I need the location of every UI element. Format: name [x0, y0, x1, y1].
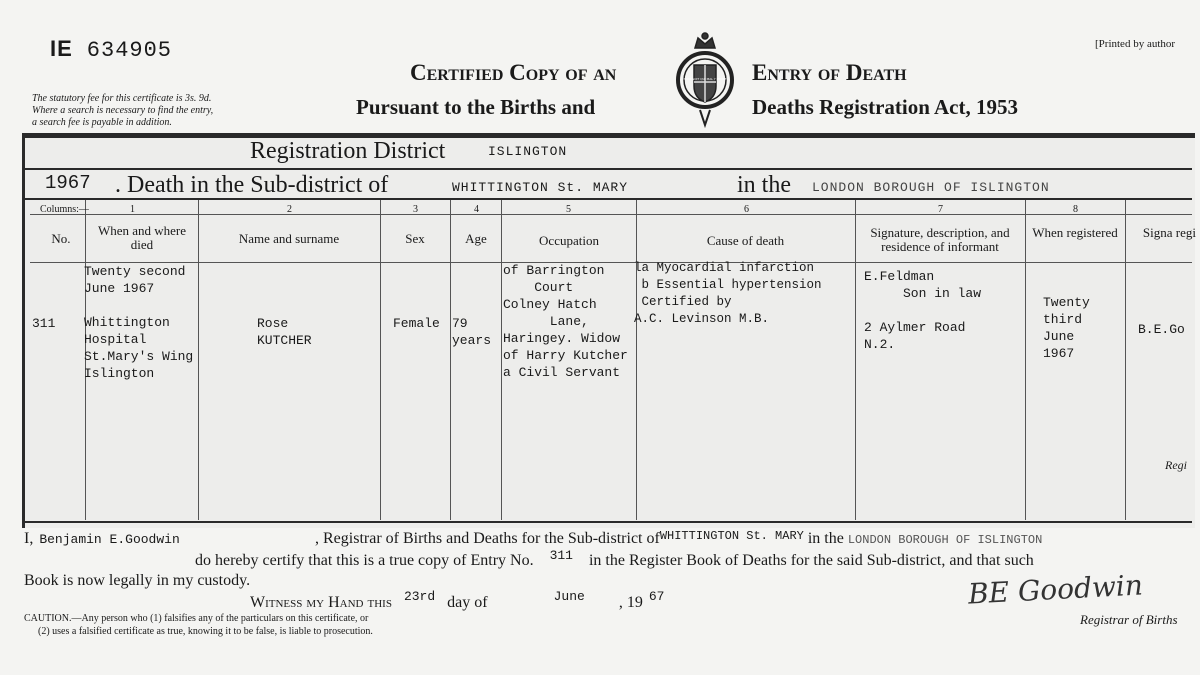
royal-crest-icon: [670, 30, 740, 130]
entry-cause: la Myocardial infarction b Essential hypertension Certified by A.C. Levinson M.B.: [634, 261, 822, 326]
column-number: 2: [287, 204, 292, 215]
cert-line-2: [195, 548, 1034, 570]
certificate-serial: [50, 36, 172, 63]
witness-year: 67: [648, 589, 665, 604]
header-when-where: When and where died: [97, 223, 187, 252]
printed-by-note: [Printed by author: [1095, 38, 1176, 50]
serial-prefix: IE: [50, 36, 73, 61]
header-name: Name and surname: [238, 231, 340, 246]
crest-motto: HONI SOIT QUI MAL Y PENSE: [683, 77, 727, 81]
year-prefix: , 19: [618, 594, 643, 611]
fee-note: [32, 93, 322, 129]
entry-sex: Female: [393, 316, 440, 331]
witness-day: 23rd: [403, 589, 436, 604]
column-divider: [198, 200, 199, 520]
witness-label: Witness my Hand this: [250, 594, 392, 611]
header-no: No.: [51, 231, 71, 246]
serial-number: 634905: [86, 38, 173, 63]
column-number: 8: [1073, 204, 1078, 215]
title-right-1: Entry of Death: [752, 60, 907, 85]
entry-name: Rose KUTCHER: [257, 316, 312, 348]
column-divider: [855, 200, 856, 520]
cert-entry-no: 311: [549, 548, 573, 563]
cert-line-1b: [315, 530, 1042, 548]
entry-year: 1967: [45, 172, 91, 194]
entry-when-where: Twenty second June 1967 Whittington Hospital St.Mary's Wing Islington: [84, 264, 194, 381]
header-when-registered: When registered: [1032, 225, 1118, 240]
cert-subdistrict: WHITTINGTON St. MARY: [659, 529, 804, 543]
in-the-label: in the: [737, 172, 791, 198]
column-divider: [380, 200, 381, 520]
registrar-name: Benjamin E.Goodwin: [39, 532, 180, 547]
cert-borough: LONDON BOROUGH OF ISLINGTON: [847, 533, 1043, 547]
header-signature: Signa regi: [1142, 226, 1196, 240]
cert-line-1: [24, 530, 180, 548]
fee-line: Where a search is necessary to find the entry,: [32, 105, 214, 116]
entry-number: 311: [32, 316, 56, 331]
borough-value: LONDON BOROUGH OF ISLINGTON: [812, 180, 1050, 195]
entry-informant: E.Feldman Son in law 2 Aylmer Road N.2.: [864, 269, 982, 352]
entry-signature: B.E.Go: [1138, 322, 1185, 337]
column-divider: [450, 200, 451, 520]
registrar-signature: BE Goodwin: [967, 568, 1144, 611]
fee-line: The statutory fee for this certificate is 3s. 9d.: [32, 93, 212, 104]
caution-note: [24, 612, 373, 638]
column-divider: [1125, 200, 1126, 520]
column-divider: [636, 200, 637, 520]
caution-line: CAUTION.—Any person who (1) falsifies any of the particulars on this certificate, or: [24, 613, 369, 624]
subdistrict-value: WHITTINGTON St. MARY: [452, 180, 629, 195]
divider: [22, 168, 1192, 170]
cert-i: I,: [24, 530, 34, 547]
registration-district-value: ISLINGTON: [488, 144, 568, 159]
registrar-of-births-label: Registrar of Births: [1080, 612, 1178, 627]
header-informant: Signature, description, and residence of informant: [870, 225, 1010, 254]
day-of-label: day of: [447, 594, 488, 611]
cert-text: do hereby certify that this is a true copy of Entry No.: [195, 552, 534, 569]
column-number: 7: [938, 204, 943, 215]
cert-in-the: in the: [807, 530, 844, 547]
column-number: 3: [413, 204, 418, 215]
divider: [30, 214, 1192, 215]
caution-line: (2) uses a falsified certificate as true, knowing it to be false, is liable to prosecution.: [38, 626, 373, 637]
entry-occupation: of Barrington Court Colney Hatch Lane, Haringey. Widow of Harry Kutcher a Civil Servant: [503, 263, 628, 380]
death-in-subdistrict-label: . Death in the Sub-district of: [115, 172, 389, 198]
header-cause: Cause of death: [706, 233, 785, 248]
divider: [22, 521, 1192, 523]
header-age: Age: [465, 231, 487, 246]
column-number: 4: [474, 204, 479, 215]
title-left-2: Pursuant to the Births and: [356, 95, 596, 119]
title-right-2: Deaths Registration Act, 1953: [752, 95, 1018, 119]
column-number: 5: [566, 204, 571, 215]
cert-text: in the Register Book of Deaths for the said Sub-district, and that such: [588, 552, 1034, 569]
witness-line: [250, 589, 665, 612]
entry-when-registered: Twenty third June 1967: [1043, 295, 1090, 361]
witness-month: June: [553, 589, 585, 604]
header-occupation: Occupation: [539, 233, 599, 248]
fee-line: a search fee is payable in addition.: [32, 117, 172, 128]
entry-age: 79 years: [452, 316, 492, 348]
columns-label: Columns:—: [40, 204, 89, 215]
registration-district-label: Registration District: [250, 138, 446, 164]
title-left-1: Certified Copy of an: [410, 60, 617, 85]
cert-text: , Registrar of Births and Deaths for the Sub-district of: [315, 530, 660, 547]
column-number: 1: [130, 204, 135, 215]
column-divider: [1025, 200, 1026, 520]
column-divider: [501, 200, 502, 520]
header-sex: Sex: [405, 231, 425, 246]
cert-line-3: Book is now legally in my custody.: [24, 572, 251, 589]
column-number: 6: [744, 204, 749, 215]
registrar-label-partial: Regi: [1165, 458, 1187, 472]
